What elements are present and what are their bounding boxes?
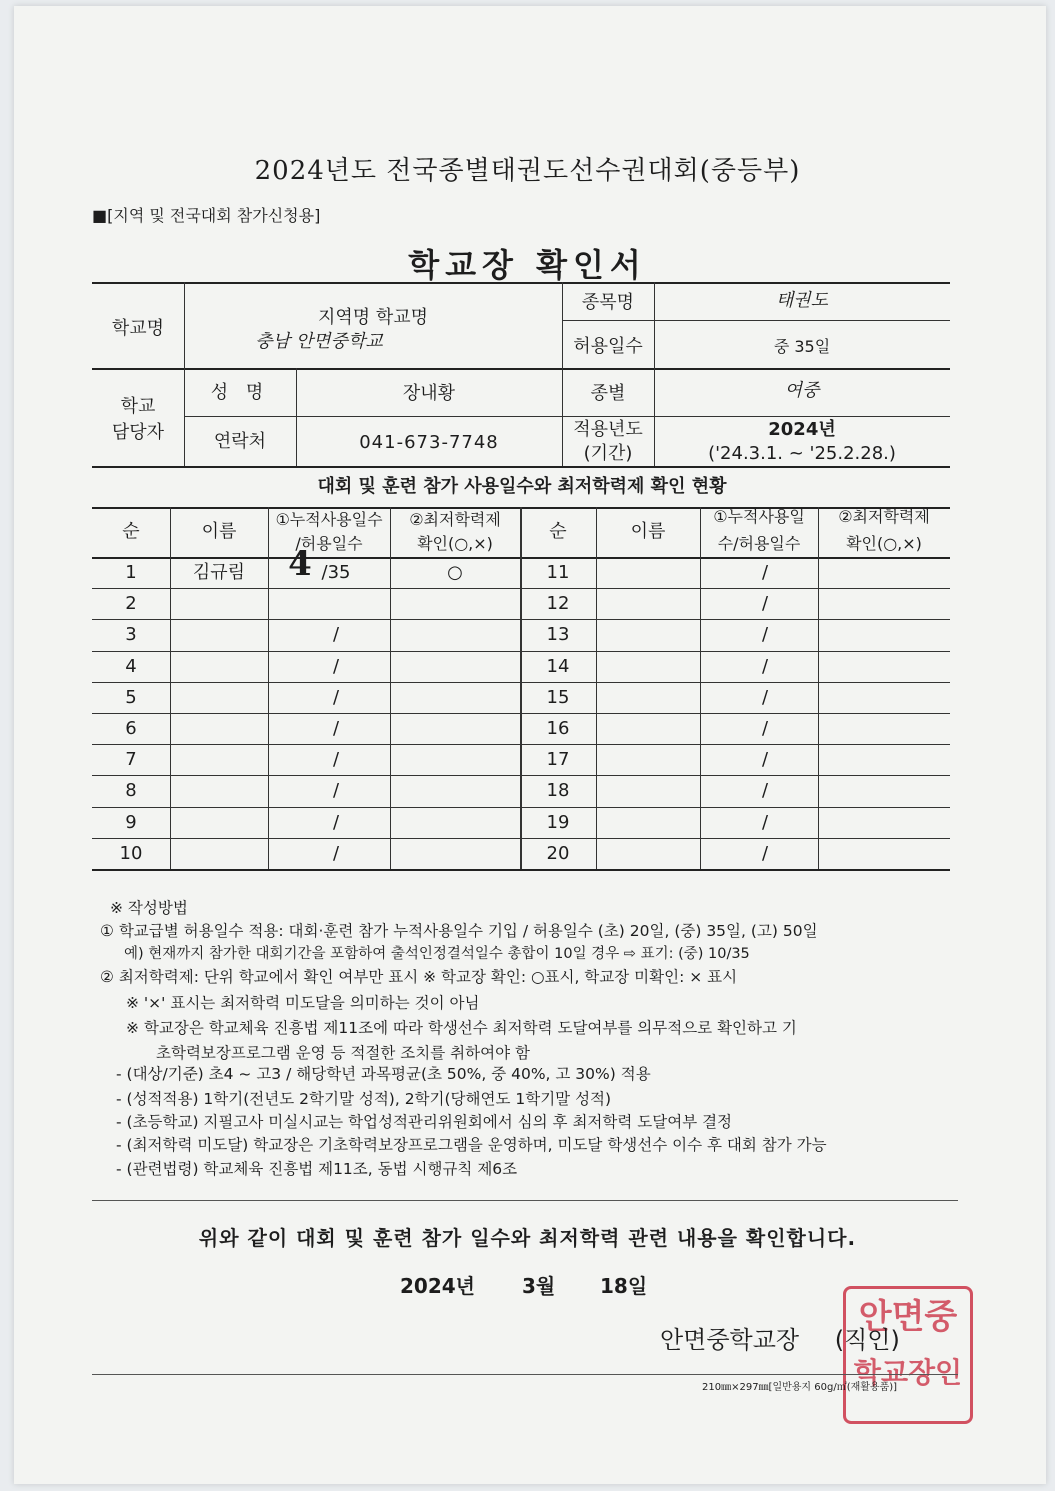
paper-spec: 210㎜×297㎜[일반용지 60g/㎡(재활용품)] [702,1382,898,1393]
row-number: 13 [546,624,570,646]
contact-value: 041-673-7748 [359,432,499,453]
signer-name: 안면중학교장 [660,1326,800,1354]
note-2c: 초학력보장프로그램 운영 등 적절한 조치를 취하여야 함 [156,1044,530,1062]
stamp-line-1: 안면중 [858,1297,958,1337]
contact-label: 연락처 [213,431,267,452]
allowed-days: / [761,624,769,646]
row-number: 8 [125,780,137,802]
allowed-days: / [332,811,340,833]
detail-1: - (대상/기준) 초4 ~ 고3 / 해당학년 과목평균(초 50%, 중 40%, 고 30%) 적용 [116,1065,651,1083]
year-value: 2024년 [768,419,836,440]
note-2b: ※ 학교장은 학교체육 진흥법 제11조에 따라 학생선수 최저학력 도달여부를 의무적으로 확인하고 기 [126,1019,797,1037]
row-number: 7 [125,749,137,771]
date-day: 18일 [600,1274,648,1298]
school-label: 학교명 [111,318,165,339]
allowed-days: / [332,780,340,802]
row-number: 17 [546,749,570,771]
name-value: 장내황 [402,383,456,404]
row-number: 2 [125,593,137,615]
date-year: 2024년 [400,1274,475,1298]
allowed-days: / [332,718,340,739]
form-type-label: ■[지역 및 전국대회 참가신청용] [92,206,321,225]
handwritten-used-days: 4 [288,544,312,584]
header-num-left: 순 [122,521,140,542]
stamp-line-2: 학교장인 [853,1356,963,1389]
row-number: 18 [546,780,570,802]
header-name-left: 이름 [201,521,237,542]
allowed-days: / [332,686,340,708]
row-number: 15 [546,686,570,708]
header-check-right-2: 확인(○,×) [846,534,922,553]
header-check-left-2: 확인(○,×) [417,534,493,553]
document-title: 학교장 확인서 [408,246,647,284]
signer-title [660,1320,900,1355]
allowed-days: / [761,655,769,677]
date-month: 3월 [522,1274,556,1298]
detail-4: - (최저학력 미도달) 학교장은 기초학력보장프로그램을 운영하며, 미도달 학생선수 이수 후 대회 참가 가능 [116,1136,827,1154]
row-number: 14 [546,655,570,677]
header-name-right: 이름 [630,521,666,542]
event-title: 2024년도 전국종별태권도선수권대회(중등부) [254,156,801,186]
notes-heading: ※ 작성방법 [110,899,188,917]
row-number: 16 [546,718,570,739]
row-number: 19 [546,811,570,833]
allowed-days: / [332,655,340,677]
school-value: 충남 안면중학교 [255,331,383,352]
allowed-days: / [332,749,340,771]
category-label: 종별 [590,383,626,404]
official-seal-stamp [843,1286,973,1424]
header-num-right: 순 [549,521,567,542]
row-number: 4 [125,655,137,677]
row-number: 20 [546,842,570,864]
row-number: 5 [125,686,137,708]
allowed-days: / [761,811,769,833]
allowed-days: / [761,780,769,802]
row-number: 6 [125,718,137,739]
manager-label-1: 학교 [120,396,156,417]
row-number: 11 [546,562,570,583]
section-title: 대회 및 훈련 참가 사용일수와 최저학력제 확인 현황 [317,476,727,497]
confirmation-text: 위와 같이 대회 및 훈련 참가 일수와 최저학력 관련 내용을 확인합니다. [198,1226,857,1250]
allowed-days: /35 [321,562,351,583]
row-number: 12 [546,593,570,615]
header-check-left-1: ②최저학력제 [409,510,501,529]
row-number: 3 [125,624,137,646]
header-days-right-1: ①누적사용일 [713,507,805,526]
athlete-name: 김규림 [192,562,246,583]
header-days-left-1: ①누적사용일수 [275,510,383,529]
detail-2: - (성적적용) 1학기(전년도 2학기말 성적), 2학기(당해연도 1학기말 성적) [116,1090,612,1108]
note-2: ② 최저학력제: 단위 학교에서 확인 여부만 표시 ※ 학교장 확인: ○표시, 학교장 미확인: × 표시 [100,968,738,986]
manager-label-2: 담당자 [111,422,165,443]
detail-5: - (관련법령) 학교체육 진흥법 제11조, 동법 시행규칙 제6조 [116,1160,518,1178]
year-label-1: 적용년도 [573,419,643,440]
allowed-days: / [332,624,340,646]
header-days-left-2: /허용일수 [295,534,363,553]
sport-label: 종목명 [581,292,635,313]
name-label: 성 명 [210,382,270,403]
allowed-days: / [332,842,340,864]
allowed-days-label: 허용일수 [573,336,643,357]
note-1-example: 예) 현재까지 참가한 대회기간을 포함하여 출석인정결석일수 총합이 10일 경우 ⇨ 표기: (중) 10/35 [124,946,750,962]
row-number: 1 [125,562,137,583]
allowed-days: / [761,686,769,708]
detail-3: - (초등학교) 지필고사 미실시교는 학업성적관리위원회에서 심의 후 최저학력 도달여부 결정 [116,1113,733,1131]
region-school-caption: 지역명 학교명 [317,307,429,328]
allowed-days-value: 중 35일 [773,337,831,356]
period-value: ('24.3.1. ~ '25.2.28.) [708,443,896,464]
allowed-days: / [761,842,769,864]
row-number: 9 [125,811,137,833]
allowed-days: / [761,718,769,739]
note-2a: ※ '×' 표시는 최저학력 미도달을 의미하는 것이 아님 [126,994,480,1012]
note-1: ① 학교급별 허용일수 적용: 대회·훈련 참가 누적사용일수 기입 / 허용일수 (초) 20일, (중) 35일, (고) 50일 [100,922,818,940]
seal-label: (직인) [834,1326,900,1354]
sport-value: 태권도 [775,290,829,311]
min-academic-check: ○ [447,562,463,583]
allowed-days: / [761,593,769,615]
header-days-right-2: 수/허용일수 [717,534,801,553]
year-label-2: (기간) [583,443,633,464]
row-number: 10 [119,842,143,864]
header-check-right-1: ②최저학력제 [838,507,930,526]
allowed-days: / [761,749,769,771]
allowed-days: / [761,562,769,583]
category-value: 여중 [784,380,820,401]
